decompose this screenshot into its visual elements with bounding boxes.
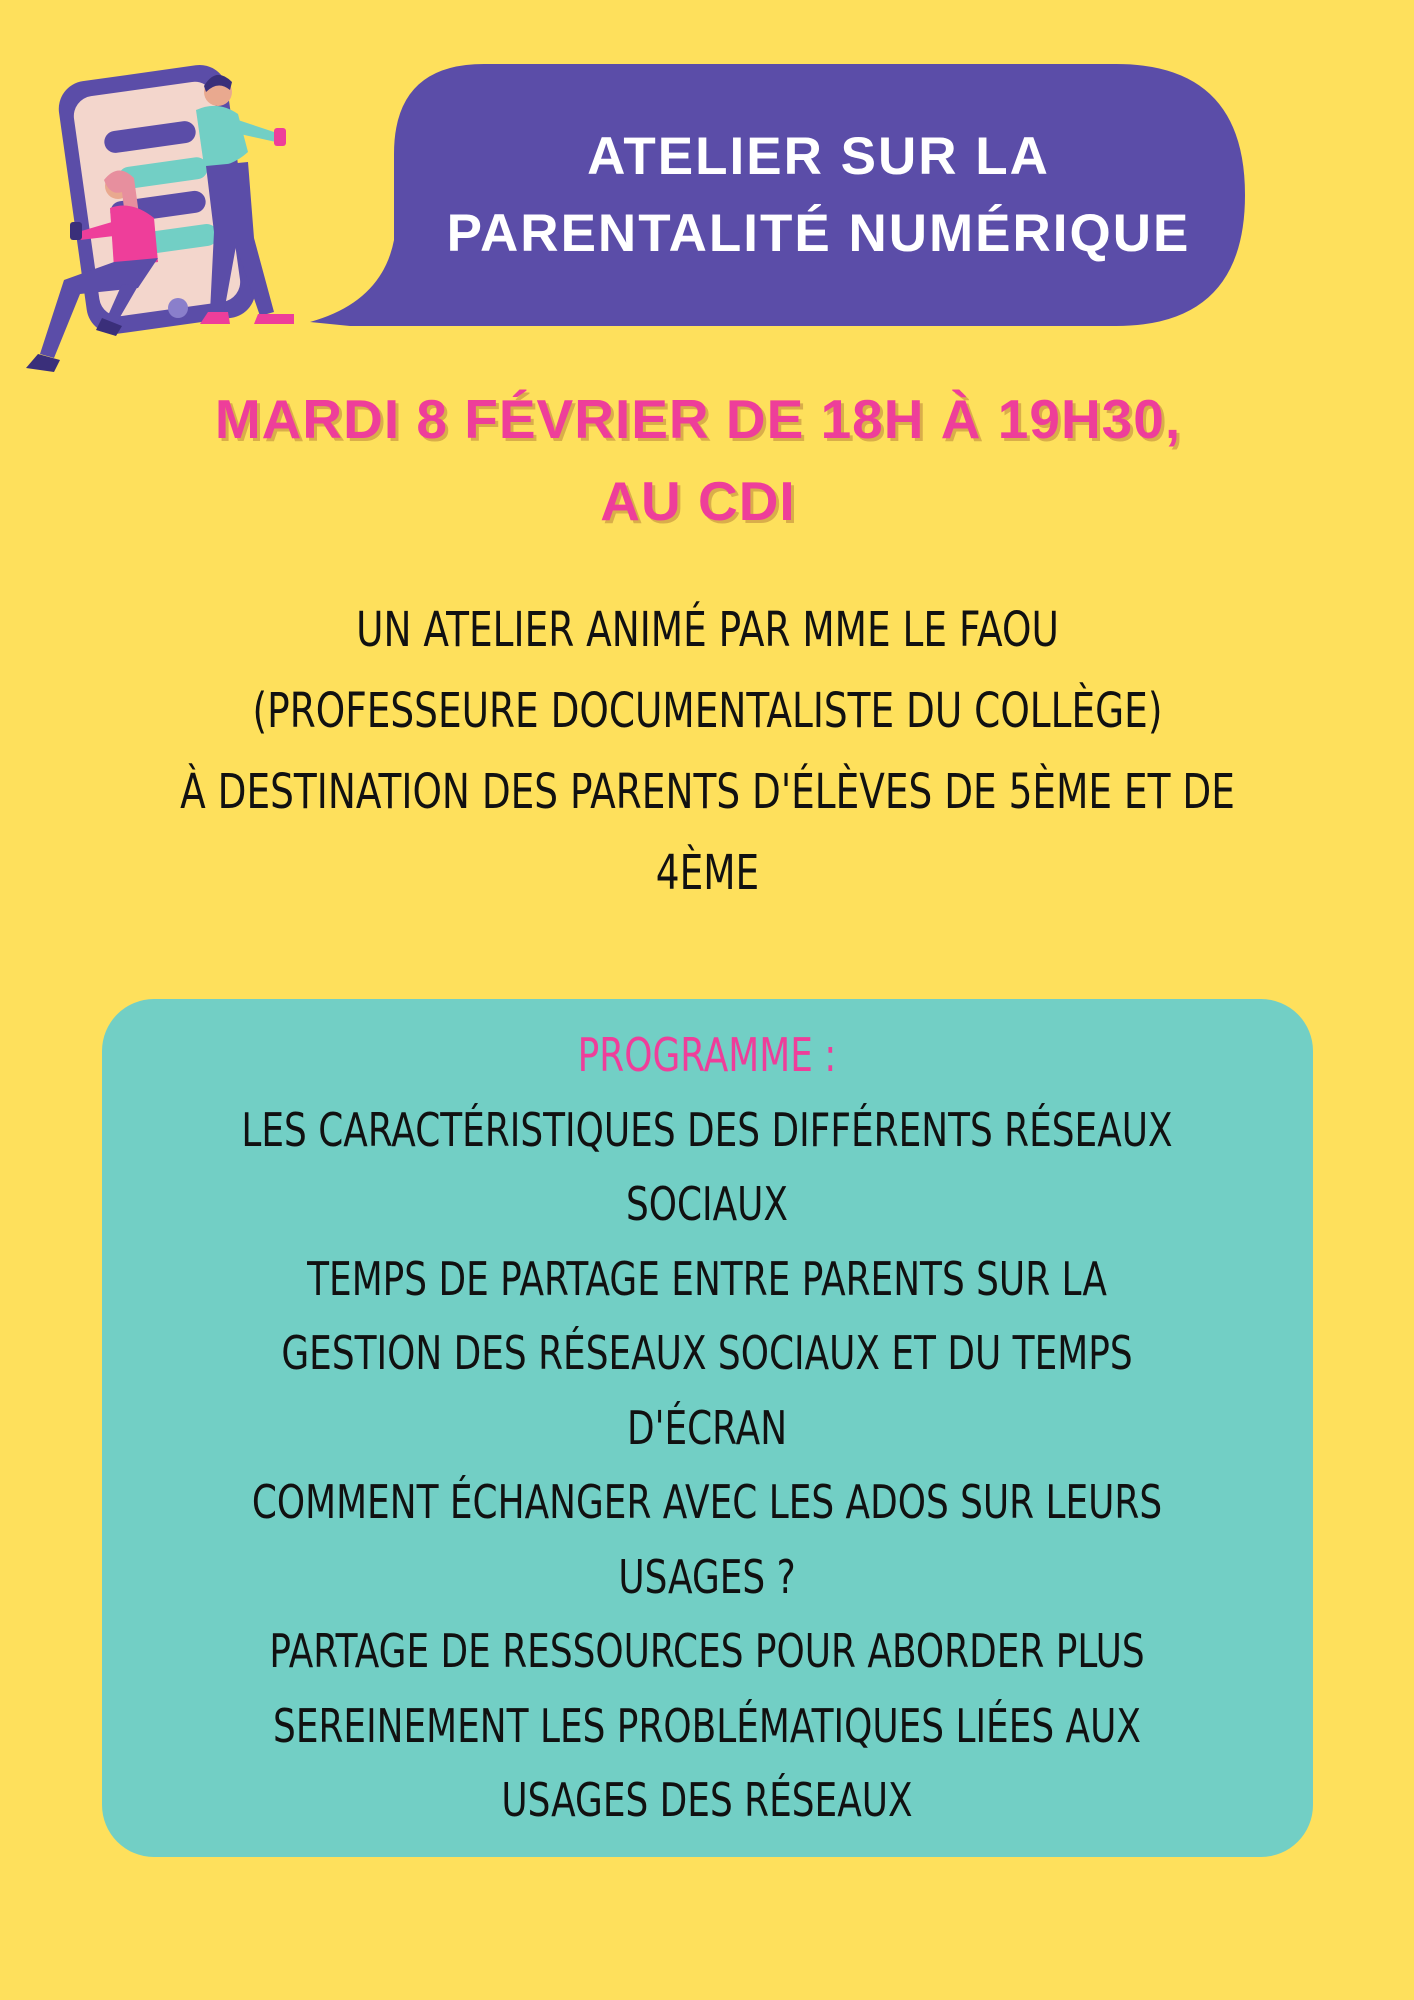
phone-chat-illustration-icon bbox=[18, 62, 318, 382]
program-line: SEREINEMENT LES PROBLÉMATIQUES LIÉES AUX bbox=[273, 1698, 1141, 1753]
program-line: GESTION DES RÉSEAUX SOCIAUX ET DU TEMPS bbox=[281, 1326, 1133, 1380]
program-line: USAGES ? bbox=[618, 1549, 796, 1604]
title-line-2: PARENTALITÉ NUMÉRIQUE bbox=[446, 204, 1191, 263]
intro-line-1: UN ATELIER ANIMÉ PAR MME LE FAOU bbox=[356, 602, 1059, 658]
program-list bbox=[0, 1018, 1414, 1838]
program-line: USAGES DES RÉSEAUX bbox=[501, 1773, 913, 1827]
program-line: D'ÉCRAN bbox=[626, 1400, 788, 1455]
program-line: LES CARACTÉRISTIQUES DES DIFFÉRENTS RÉSEAUX bbox=[241, 1102, 1173, 1157]
intro-text bbox=[21, 590, 1395, 914]
event-date bbox=[100, 378, 1296, 542]
intro-line-3: À DESTINATION DES PARENTS D'ÉLÈVES DE 5ÈME ET DE bbox=[180, 764, 1235, 820]
program-line: PARTAGE DE RESSOURCES POUR ABORDER PLUS bbox=[269, 1624, 1145, 1678]
program-line: TEMPS DE PARTAGE ENTRE PARENTS SUR LA bbox=[307, 1251, 1107, 1306]
title-line-1: ATELIER SUR LA bbox=[587, 127, 1050, 186]
program-line: SOCIAUX bbox=[625, 1177, 789, 1231]
intro-line-2: (PROFESSEURE DOCUMENTALISTE DU COLLÈGE) bbox=[252, 683, 1163, 739]
date-line-2: AU CDI bbox=[600, 470, 796, 532]
page-title bbox=[392, 64, 1245, 326]
program-title: PROGRAMME : bbox=[577, 1028, 837, 1082]
date-line-1: MARDI 8 FÉVRIER DE 18H À 19H30, bbox=[214, 388, 1182, 450]
intro-line-4: 4ÈME bbox=[655, 845, 760, 901]
program-line: COMMENT ÉCHANGER AVEC LES ADOS SUR LEURS bbox=[251, 1475, 1163, 1529]
